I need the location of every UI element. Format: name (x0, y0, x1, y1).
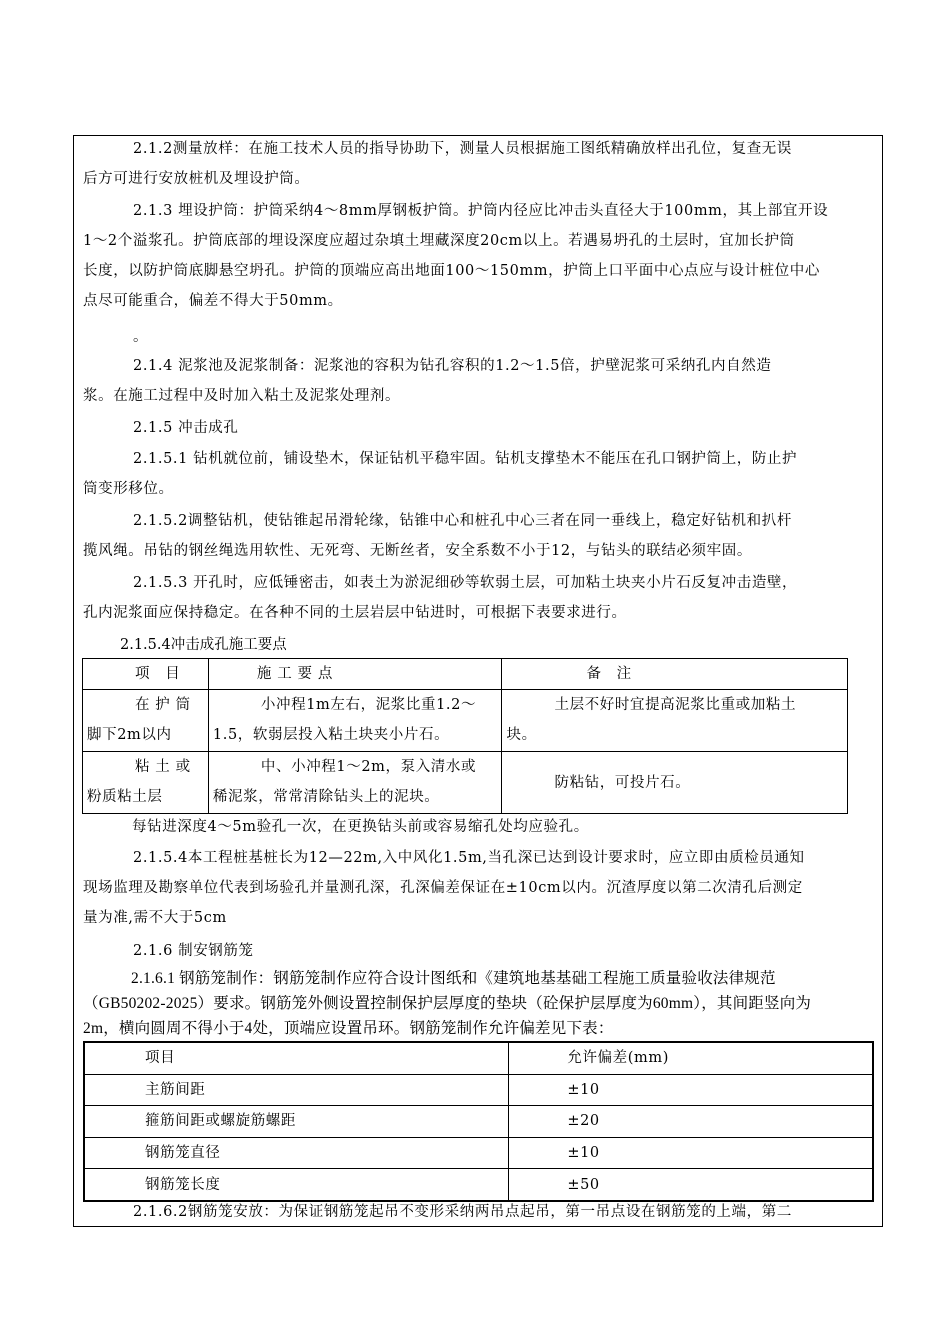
paragraph-2-1-5-3 (83, 568, 875, 628)
paragraph-2-1-2 (83, 134, 875, 194)
p-line: 后方可进行安放桩机及埋设护筒。 (83, 171, 310, 187)
table-row (83, 690, 848, 752)
table-cell: ±10 (509, 1137, 873, 1169)
table-row (83, 752, 848, 814)
p-line: 2.1.4 泥浆池及泥浆制备：泥浆池的容积为钻孔容积的1.2～1.5倍，护壁泥浆可采纳孔内自然造 (133, 358, 772, 374)
stray-period: 。 (133, 329, 149, 345)
drilling-points-table (82, 658, 848, 814)
p-line: 2.1.2测量放样：在施工技术人员的指导协助下，测量人员根据施工图纸精确放样出孔位，复查无误 (133, 141, 792, 157)
table-cell: 粘 土 或 粉质粘土层 (83, 752, 209, 814)
table-cell: 中、小冲程1～2m，泵入清水或 稀泥浆，常常清除钻头上的泥块。 (208, 752, 502, 814)
table-cell: 箍筋间距或螺旋筋螺距 (84, 1106, 509, 1138)
paragraph-2-1-5-1 (83, 444, 875, 504)
heading-2-1-6: 2.1.6 制安钢筋笼 (133, 943, 254, 959)
paragraph-2-1-3 (83, 196, 875, 316)
p-line: 2.1.3 埋设护筒：护筒采纳4～8mm厚钢板护筒。护筒内径应比冲击头直径大于100mm，其上部宜开设 (133, 203, 829, 219)
table-header: 项 目 (83, 659, 209, 690)
table-cell: 钢筋笼直径 (84, 1137, 509, 1169)
paragraph-2-1-5-4 (83, 843, 875, 933)
p-line: 1～2个溢浆孔。护筒底部的埋设深度应超过杂填土埋藏深度20cm以上。若遇易坍孔的土层时，宜加长护筒 (83, 233, 795, 249)
p-line: 2.1.5.2调整钻机，使钻锥起吊滑轮缘，钻锥中心和桩孔中心三者在同一垂线上，稳定好钻机和扒杆 (133, 513, 792, 529)
table-cell: 钢筋笼长度 (84, 1169, 509, 1201)
p-line: 量为准,需不大于5cm (83, 910, 227, 926)
paragraph-check-hole: 每钻进深度4～5m验孔一次，在更换钻头前或容易缩孔处均应验孔。 (132, 819, 589, 835)
p-line: 孔内泥浆面应保持稳定。在各种不同的土层岩层中钻进时，可根据下表要求进行。 (83, 605, 627, 621)
table-row (84, 1106, 873, 1138)
table-row (84, 1074, 873, 1106)
p-line: 现场监理及勘察单位代表到场验孔并量测孔深，孔深偏差保证在±10cm以内。沉渣厚度以第二次清孔后测定 (83, 880, 803, 896)
p-line: 筒变形移位。 (83, 481, 174, 497)
p-line: 点尽可能重合，偏差不得大于50mm。 (83, 293, 343, 309)
p-line: 2.1.5.1 钻机就位前，铺设垫木，保证钻机平稳牢固。钻机支撑垫木不能压在孔口钢护筒上，防止护 (133, 451, 798, 467)
heading-2-1-5: 2.1.5 冲击成孔 (133, 420, 239, 436)
p-line: 浆。在施工过程中及时加入粘土及泥浆处理剂。 (83, 388, 401, 404)
table-header: 项目 (84, 1042, 509, 1074)
table-header: 施 工 要 点 (208, 659, 502, 690)
p-line: 2.1.6.2钢筋笼安放：为保证钢筋笼起吊不变形采纳两吊点起吊，第一吊点设在钢筋笼的上端，第二 (133, 1204, 792, 1220)
table-cell: 土层不好时宜提高泥浆比重或加粘土 块。 (502, 690, 848, 752)
table-header-row (83, 659, 848, 690)
p-line: 2m，横向圆周不得小于4处，顶端应设置吊环。钢筋笼制作允许偏差见下表： (83, 1020, 614, 1037)
table-cell: 在 护 筒 脚下2m以内 (83, 690, 209, 752)
table-cell: ±10 (509, 1074, 873, 1106)
table-header-row (84, 1042, 873, 1074)
table-header: 备 注 (502, 659, 848, 690)
p-line: 揽风绳。吊钻的钢丝绳选用软性、无死弯、无断丝者，安全系数不小于12，与钻头的联结必须牢固。 (83, 543, 752, 559)
tolerance-table (83, 1041, 874, 1202)
paragraph-2-1-5-2 (83, 506, 875, 566)
paragraph-2-1-4 (83, 351, 875, 411)
table-cell: 主筋间距 (84, 1074, 509, 1106)
p-line: 2.1.6.1 钢筋笼制作：钢筋笼制作应符合设计图纸和《建筑地基基础工程施工质量验收法律规范 (131, 970, 776, 987)
paragraph-2-1-6-1 (83, 966, 875, 1041)
p-line: 2.1.5.4本工程桩基桩长为12—22m,入中风化1.5m,当孔深已达到设计要求时，应立即由质检员通知 (133, 850, 805, 866)
p-line: （GB50202-2025）要求。钢筋笼外侧设置控制保护层厚度的垫块（砼保护层厚度为60mm），其间距竖向为 (83, 995, 812, 1012)
table-header: 允许偏差(mm) (509, 1042, 873, 1074)
table-cell: ±20 (509, 1106, 873, 1138)
table-cell: ±50 (509, 1169, 873, 1201)
p-line: 长度，以防护筒底脚悬空坍孔。护筒的顶端应高出地面100～150mm，护筒上口平面中心点应与设计桩位中心 (83, 263, 820, 279)
table-row (84, 1137, 873, 1169)
paragraph-2-1-6-2 (83, 1197, 875, 1227)
table-cell: 防粘钻，可投片石。 (502, 752, 848, 814)
table1-title: 2.1.5.4冲击成孔施工要点 (120, 637, 287, 653)
p-line: 2.1.5.3 开孔时，应低锤密击，如表土为淤泥细砂等软弱土层，可加粘土块夹小片石反复冲击造壁， (133, 575, 798, 591)
table-cell: 小冲程1m左右，泥浆比重1.2～ 1.5，软弱层投入粘土块夹小片石。 (208, 690, 502, 752)
